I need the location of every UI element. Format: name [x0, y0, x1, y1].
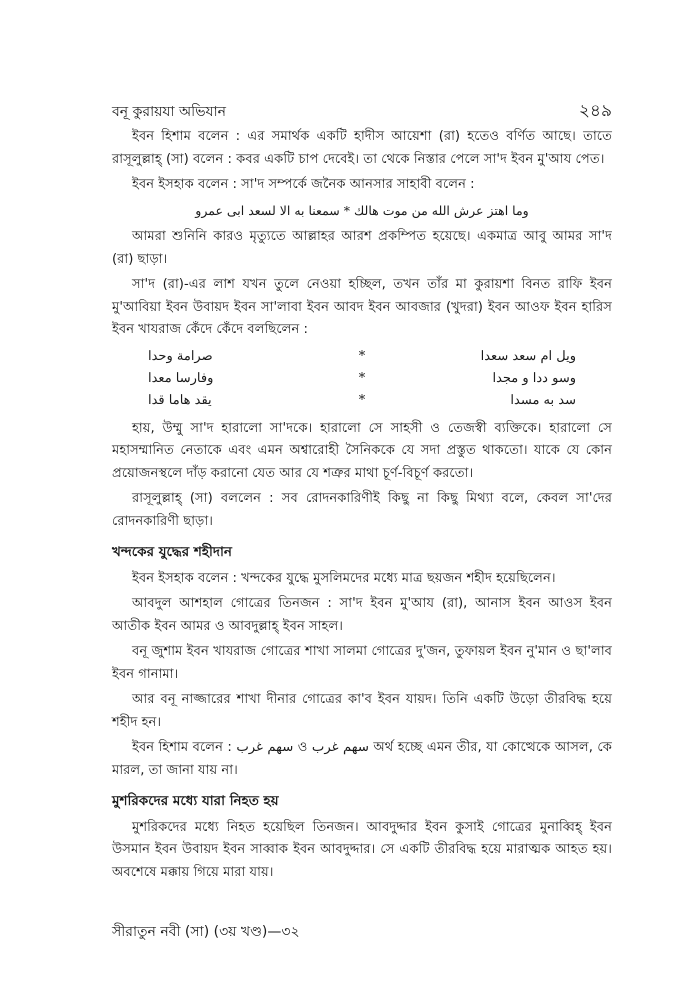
page-body: [112, 126, 612, 887]
arabic-poem: [112, 346, 612, 412]
paragraph: ইবন হিশাম বলেন : এর সমার্থক একটি হাদীস আয়েশা (রা) হতেও বর্ণিত আছে। তাতে রাসূলুল্লাহ্ (সা) বলেন : কবর একটি চাপ দেবেই। তা থেকে নিস্তার পেলে সা'দ ইবন মু'আয পেত।: [112, 129, 612, 167]
poem-line: [112, 368, 612, 390]
poem-separator: *: [358, 392, 366, 408]
paragraph: আবদুল আশহাল গোত্রের তিনজন : সা'দ ইবন মু'আয (রা), আনাস ইবন আওস ইবন আতীক ইবন আমর ও আবদুল্লাহ্ ইবন সাহল।: [112, 596, 612, 634]
poem-hemistich: يقد هاما قدا: [148, 392, 212, 408]
page-number: ২৪৯: [578, 101, 612, 121]
arabic-verse: وما اهتز عرش الله من موت هالك * سمعنا به الا لسعد ابى عمرو: [195, 202, 529, 218]
section-heading: মুশরিকদের মধ্যে যারা নিহত হয়: [112, 793, 279, 809]
poem-hemistich: صرامة وحدا: [148, 348, 213, 364]
paragraph: ইবন হিশাম বলেন : سهم غرب ও سهم غرب অর্থ হচ্ছে এমন তীর, যা কোত্থেকে আসল, কে মারল, তা জানা যায় না।: [112, 740, 612, 778]
poem-separator: *: [358, 370, 366, 386]
poem-hemistich: ويل ام سعد سعدا: [480, 348, 576, 364]
paragraph: রাসূলুল্লাহ্ (সা) বললেন : সব রোদনকারিণীই কিছু না কিছু মিথ্যা বলে, কেবল সা'দের রোদনকারিণী ছাড়া।: [112, 491, 612, 529]
paragraph: সা'দ (রা)-এর লাশ যখন তুলে নেওয়া হচ্ছিল, তখন তাঁর মা কুরায়শা বিনত রাফি ইবন মু'আবিয়া ইবন উবায়দ ইবন সা'লাবা ইবন আবদ ইবন আবজার (খুদরা) ইবন আওফ ইবন হারিস ইবন খাযরাজ কেঁদে কেঁদে বলছিলেন :: [112, 277, 612, 337]
page-header: [112, 98, 612, 126]
page-footer: সীরাতুন নবী (সা) (৩য় খণ্ড)—৩২: [112, 924, 300, 940]
paragraph: আমরা শুনিনি কারও মৃত্যুতে আল্লাহর আরশ প্রকম্পিত হয়েছে। একমাত্র আবু আমর সা'দ (রা) ছাড়া।: [112, 229, 612, 267]
paragraph: বনূ জুশাম ইবন খাযরাজ গোত্রের শাখা সালমা গোত্রের দু'জন, তুফায়ল ইবন নু'মান ও ছা'লাব ইবন গানামা।: [112, 644, 612, 682]
poem-hemistich: سد به مسدا: [510, 392, 576, 408]
poem-hemistich: وسو ددا و مجدا: [492, 370, 576, 386]
paragraph: মুশরিকদের মধ্যে নিহত হয়েছিল তিনজন। আবদুদ্দার ইবন কুসাই গোত্রের মুনাব্বিহ্ ইবন উসমান ইবন উবায়দ ইবন সাব্বাক ইবন আবদুদ্দার। সে একটি তীরবিদ্ধ হয়ে মারাত্মক আহত হয়। অবশেষে মক্কায় গিয়ে মারা যায়।: [112, 819, 612, 880]
paragraph: আর বনূ নাজ্জারের শাখা দীনার গোত্রের কা'ব ইবন যায়দ। তিনি একটি উড়ো তীরবিদ্ধ হয়ে শহীদ হন।: [112, 692, 612, 730]
paragraph: ইবন ইসহাক বলেন : সা'দ সম্পর্কে জনৈক আনসার সাহাবী বলেন :: [132, 177, 475, 192]
paragraph: ইবন ইসহাক বলেন : খন্দকের যুদ্ধে মুসলিমদের মধ্যে মাত্র ছয়জন শহীদ হয়েছিলেন।: [132, 570, 556, 586]
section-heading: খন্দকের যুদ্ধের শহীদান: [112, 544, 232, 560]
poem-line: [112, 390, 612, 412]
poem-line: [112, 346, 612, 368]
paragraph: হায়, উম্মু সা'দ হারালো সা'দকে। হারালো সে সাহসী ও তেজস্বী ব্যক্তিকে। হারালো সে মহাসম্মানিত নেতাকে এবং এমন অশ্বারোহী সৈনিককে যে সদা প্রস্তুত থাকতো। যাকে যে কোন প্রয়োজনস্থলে দাঁড় করানো যেত আর যে শত্রুর মাথা চূর্ণ-বিচূর্ণ করতো।: [112, 420, 612, 481]
poem-hemistich: وفارسا معدا: [148, 370, 214, 386]
running-title: বনূ কুরায়যা অভিযান: [112, 104, 227, 120]
poem-separator: *: [358, 348, 366, 364]
